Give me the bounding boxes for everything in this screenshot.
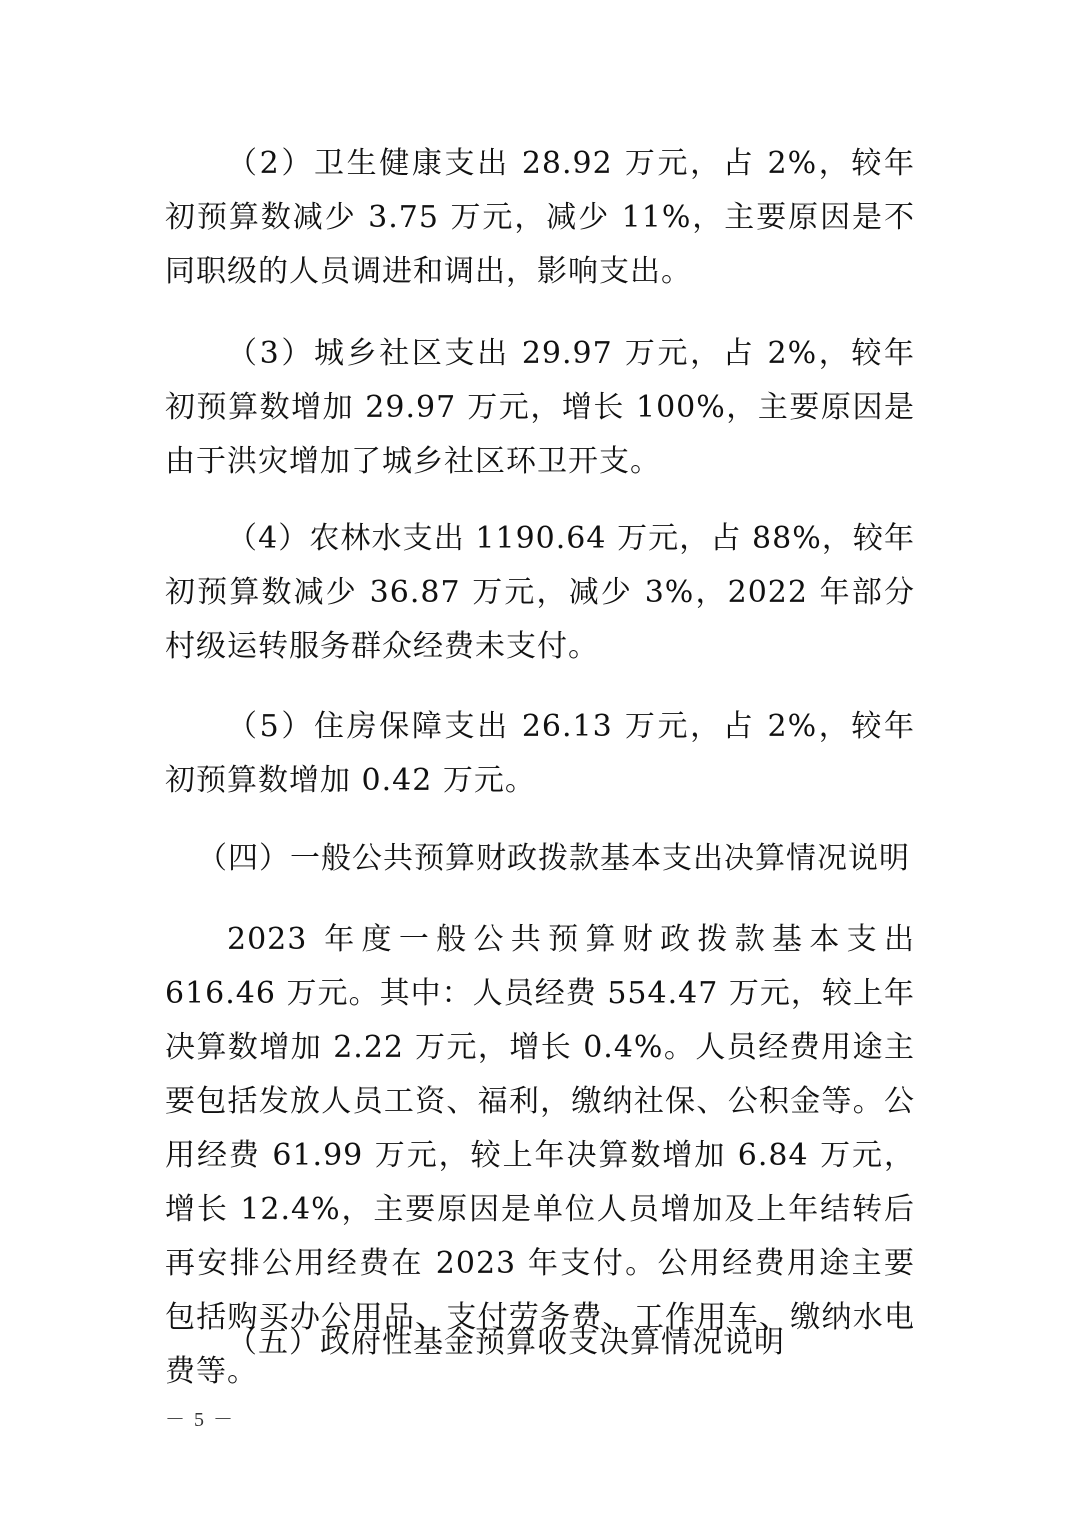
paragraph-health-expenditure: （2）卫生健康支出 28.92 万元，占 2%，较年初预算数减少 3.75 万元，减少 11%，主要原因是不同职级的人员调进和调出，影响支出。 [165, 146, 915, 289]
section-heading-basic-expenditure: （四）一般公共预算财政拨款基本支出决算情况说明 [197, 841, 910, 876]
paragraph-agriculture-expenditure: （4）农林水支出 1190.64 万元，占 88%，较年初预算数减少 36.87 万元，减少 3%，2022 年部分村级运转服务群众经费未支付。 [165, 521, 915, 664]
paragraph-urban-rural-expenditure: （3）城乡社区支出 29.97 万元，占 2%，较年初预算数增加 29.97 万元，增长 100%，主要原因是由于洪灾增加了城乡社区环卫开支。 [165, 336, 915, 479]
page-number: － 5 － [165, 1409, 235, 1431]
paragraph-housing-expenditure: （5）住房保障支出 26.13 万元，占 2%，较年初预算数增加 0.42 万元。 [165, 709, 915, 798]
paragraph-basic-expenditure: 2023 年度一般公共预算财政拨款基本支出 616.46 万元。其中：人员经费 554.47 万元，较上年决算数增加 2.22 万元，增长 0.4%。人员经费用途主要包括发放人员工资、福利，缴纳社保、公积金等。公用经费 61.99 万元，较上年决算数增加 6.84 万元，增长 12.4%，主要原因是单位人员增加及上年结转后再安排公用经费在 2023 年支付。公用经费用途主要包括购买办公用品、支付劳务费、工作用车、缴纳水电费等。 [165, 922, 915, 1389]
section-heading-government-fund: （五）政府性基金预算收支决算情况说明 [227, 1325, 785, 1360]
